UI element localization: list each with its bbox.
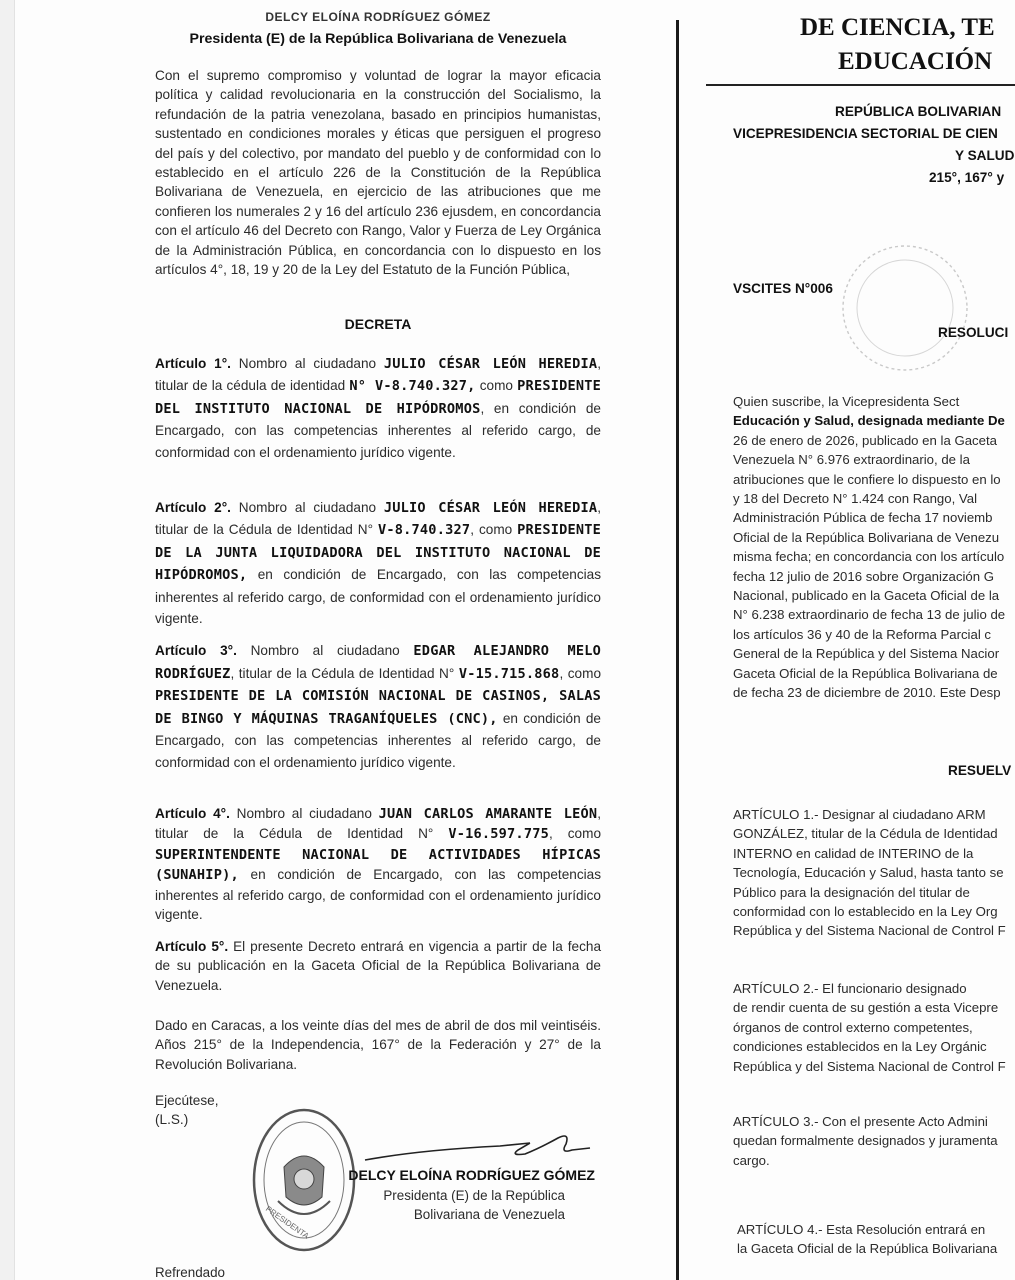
article-3: Artículo 3°. Nombro al ciudadano EDGAR ALEJANDRO MELO RODRÍGUEZ, titular de la Cédula de Identidad N° V-15.715.868, como PRESIDENTE DE LA COMISIÓN NACIONAL DE CASINOS, SALAS DE BINGO Y MÁQUINAS TRAGANÍQUELES (CNC), en condición de Encargado, con las competencias inherentes al referido cargo, de conformidad con el ordenamiento jurídico vigente.: [155, 643, 602, 770]
signer-title-1: Presidenta (E) de la República: [383, 1188, 565, 1203]
article-5-label: Artículo 5°.: [155, 939, 229, 954]
right-article-1: ARTÍCULO 1.- Designar al ciudadano ARM GONZÁLEZ, titular de la Cédula de Identidad INTERNO en calidad de INTERINO de la Tecnología, Educación y Salud, hasta tanto se Público para la designación del titular de conformidad con lo establecido en la Ley Org República y del Sistema Nacional de Control F: [733, 807, 1006, 939]
resolucion-heading: RESOLUCI: [938, 325, 1009, 340]
article-4: Artículo 4°. Nombro al ciudadano JUAN CARLOS AMARANTE LEÓN, titular de la Cédula de Identidad N° V-16.597.775, como SUPERINTENDENTE NACIONAL DE ACTIVIDADES HÍPICAS (SUNAHIP), en condición de Encargado, con las competencias inherentes al referido cargo, de conformidad con el ordenamiento jurídico vigente.: [155, 806, 602, 923]
right-article-4: ARTÍCULO 4.- Esta Resolución entrará en la Gaceta Oficial de la República Bolivariana: [737, 1222, 998, 1257]
seal-caption: PRESIDENTA: [263, 1204, 311, 1241]
article-1-name: JULIO CÉSAR LEÓN HEREDIA: [383, 356, 598, 372]
dado-en-caracas: Dado en Caracas, a los veinte días del mes de abril de dos mil veintiséis. Años 215° de la Independencia, 167° de la Federación y 27° de la Revolución Bolivariana.: [155, 1018, 601, 1072]
right-header-1: DE CIENCIA, TE: [800, 14, 995, 41]
article-2-label: Artículo 2°.: [155, 500, 231, 515]
resuelve-heading: RESUELV: [948, 763, 1012, 778]
ls-mark: (L.S.): [155, 1112, 189, 1127]
faint-stamp: [835, 238, 975, 388]
signer-name: DELCY ELOÍNA RODRÍGUEZ GÓMEZ: [348, 1167, 595, 1183]
decreta-heading: DECRETA: [344, 316, 412, 332]
article-2: Artículo 2°. Nombro al ciudadano JULIO CÉSAR LEÓN HEREDIA, titular de la Cédula de Identidad N° V-8.740.327, como PRESIDENTE DE LA JUNTA LIQUIDADORA DEL INSTITUTO NACIONAL DE HIPÓDROMOS, en condición de Encargado, con las competencias inherentes al referido cargo, de conformidad con el ordenamiento jurídico vigente.: [155, 500, 602, 627]
vicepresidencia: VICEPRESIDENCIA SECTORIAL DE CIEN: [733, 126, 998, 141]
top-name: DELCY ELOÍNA RODRÍGUEZ GÓMEZ: [265, 10, 491, 24]
signer-title-2: Bolivariana de Venezuela: [413, 1207, 565, 1222]
article-5: Artículo 5°. El presente Decreto entrará en vigencia a partir de la fecha de su publicación en la Gaceta Oficial de la República Bolivariana de Venezuela.: [155, 939, 601, 993]
top-title: Presidenta (E) de la República Bolivariana de Venezuela: [189, 31, 567, 47]
page-divider: [676, 20, 679, 1280]
refrendado: Refrendado: [155, 1265, 225, 1280]
resolution-code: VSCITES N°006: [733, 281, 833, 296]
article-1: Artículo 1°. Nombro al ciudadano JULIO CÉSAR LEÓN HEREDIA, titular de la cédula de identidad N° V-8.740.327, como PRESIDENTE DEL INSTITUTO NACIONAL DE HIPÓDROMOS, en condición de Encargado, con las competencias inherentes al referido cargo, de conformidad con el ordenamiento jurídico vigente.: [155, 356, 602, 460]
republica: REPÚBLICA BOLIVARIAN: [835, 104, 1002, 119]
page-edge: [0, 0, 15, 1280]
header-rule: [706, 84, 1015, 86]
right-article-3: ARTÍCULO 3.- Con el presente Acto Admini quedan formalmente designados y juramenta cargo.: [733, 1114, 998, 1168]
preamble-right: Quien suscribe, la Vicepresidenta Sect Educación y Salud, designada mediante De 26 de enero de 2026, publicado en la Gaceta Venezuela N° 6.976 extraordinario, de la atribuciones que le confiere lo dispuesto en lo y 18 del Decreto N° 1.424 con Rango, Val Administración Pública de fecha 17 noviemb Oficial de la República Bolivariana de Venezu misma fecha; en concordancia con los artículo fecha 12 julio de 2016 sobre Organización G Nacional, publicado en la Gaceta Oficial de la N° 6.238 extraordinario de fecha 13 de julio de los artículos 36 y 40 de la Reforma Parcial c General de la República y del Sistema Nacior Gaceta Oficial de la República Bolivariana de de fecha 23 de diciembre de 2010. Este Desp: [733, 394, 1006, 701]
article-4-label: Artículo 4°.: [155, 806, 230, 821]
article-3-label: Artículo 3°.: [155, 643, 237, 658]
article-1-label: Artículo 1°.: [155, 356, 231, 371]
right-article-2: ARTÍCULO 2.- El funcionario designado de rendir cuenta de su gestión a esta Vicepre órganos de control externo competentes, condiciones establecidos en la Ley Orgánic República y del Sistema Nacional de Control F: [733, 981, 1006, 1074]
article-2-name: JULIO CÉSAR LEÓN HEREDIA: [383, 500, 598, 516]
ejecutese: Ejecútese,: [155, 1093, 219, 1108]
article-4-name: JUAN CARLOS AMARANTE LEÓN: [378, 806, 598, 822]
preamble: Con el supremo compromiso y voluntad de lograr la mayor eficacia política y calidad revolucionaria en la construcción del Socialismo, la refundación de la patria venezolana, basado en principios humanistas, sustentado en condiciones morales y éticas que persiguen el progreso del país y del colectivo, por mandato del pueblo y de conformidad con lo establecido en el artículo 226 de la Constitución de la República Bolivariana de Venezuela, en ejercicio de las atribuciones que me confieren los numerales 2 y 16 del artículo 236 ejusdem, en concordancia con el artículo 46 del Decreto con Rango, Valor y Fuerza de Ley Orgánica de la Administración Pública, en concordancia con lo dispuesto en los artículos 4°, 18, 19 y 20 de la Ley del Estatuto de la Función Pública,: [155, 68, 601, 278]
right-header-2: EDUCACIÓN: [838, 48, 993, 75]
y-salud: Y SALUD: [955, 148, 1015, 163]
article-3-name: EDGAR ALEJANDRO MELO RODRÍGUEZ: [155, 643, 601, 682]
anios: 215°, 167° y: [929, 170, 1005, 185]
